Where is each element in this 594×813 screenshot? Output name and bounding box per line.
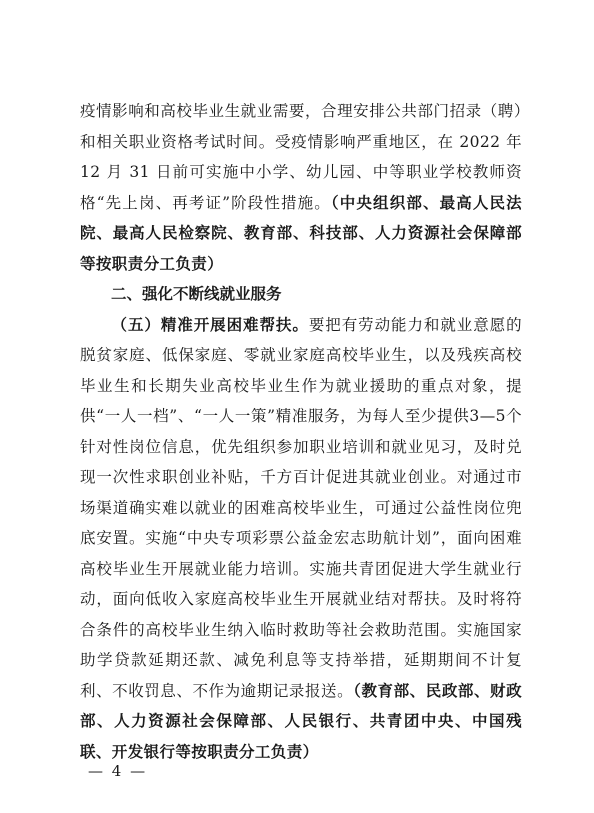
paragraph-2-lead: （五）精准开展困难帮扶。: [111, 314, 309, 334]
paragraph-1-text: 疫情影响和高校毕业生就业需要，合理安排公共部门招录（聘）和相关职业资格考试时间。受疫情影响严重地区，在 2022 年 12 月 31 日前可实施中小学、幼儿园、中等职业学校教师资格“先上岗、再考证”阶段性措施。: [80, 102, 522, 212]
document-body: [80, 96, 522, 767]
paragraph-2-body: 要把有劳动能力和就业意愿的脱贫家庭、低保家庭、零就业家庭高校毕业生，以及残疾高校毕业生和长期失业高校毕业生作为就业援助的重点对象，提供“一人一档”、“一人一策”精准服务，为每人至少提供3—5个针对性岗位信息，优先组织参加职业培训和就业见习，及时兑现一次性求职创业补贴，千方百计促进其就业创业。对通过市场渠道确实难以就业的困难高校毕业生，可通过公益性岗位兜底安置。实施“中央专项彩票公益金宏志助航计划”，面向困难高校毕业生开展就业能力培训。实施共青团促进大学生就业行动，面向低收入家庭高校毕业生开展就业结对帮扶。及时将符合条件的高校毕业生纳入临时救助等社会救助范围。实施国家助学贷款延期还款、减免利息等支持举措，延期期间不计复利、不收罚息、不作为逾期记录报送。: [80, 315, 523, 700]
paragraph-1-responsible: （中央组织部、最高人民法院、最高人民检察院、教育部、科技部、人力资源社会保障部等按职责分工负责）: [80, 192, 522, 273]
paragraph-1: [80, 96, 522, 279]
page-number: — 4 —: [88, 762, 148, 780]
section-heading: 二、强化不断线就业服务: [111, 285, 282, 303]
paragraph-2-responsible: （教育部、民政部、财政部、人力资源社会保障部、人民银行、共青团中央、中国残联、开发银行等按职责分工负责）: [80, 680, 522, 761]
paragraph-2: [80, 310, 522, 768]
